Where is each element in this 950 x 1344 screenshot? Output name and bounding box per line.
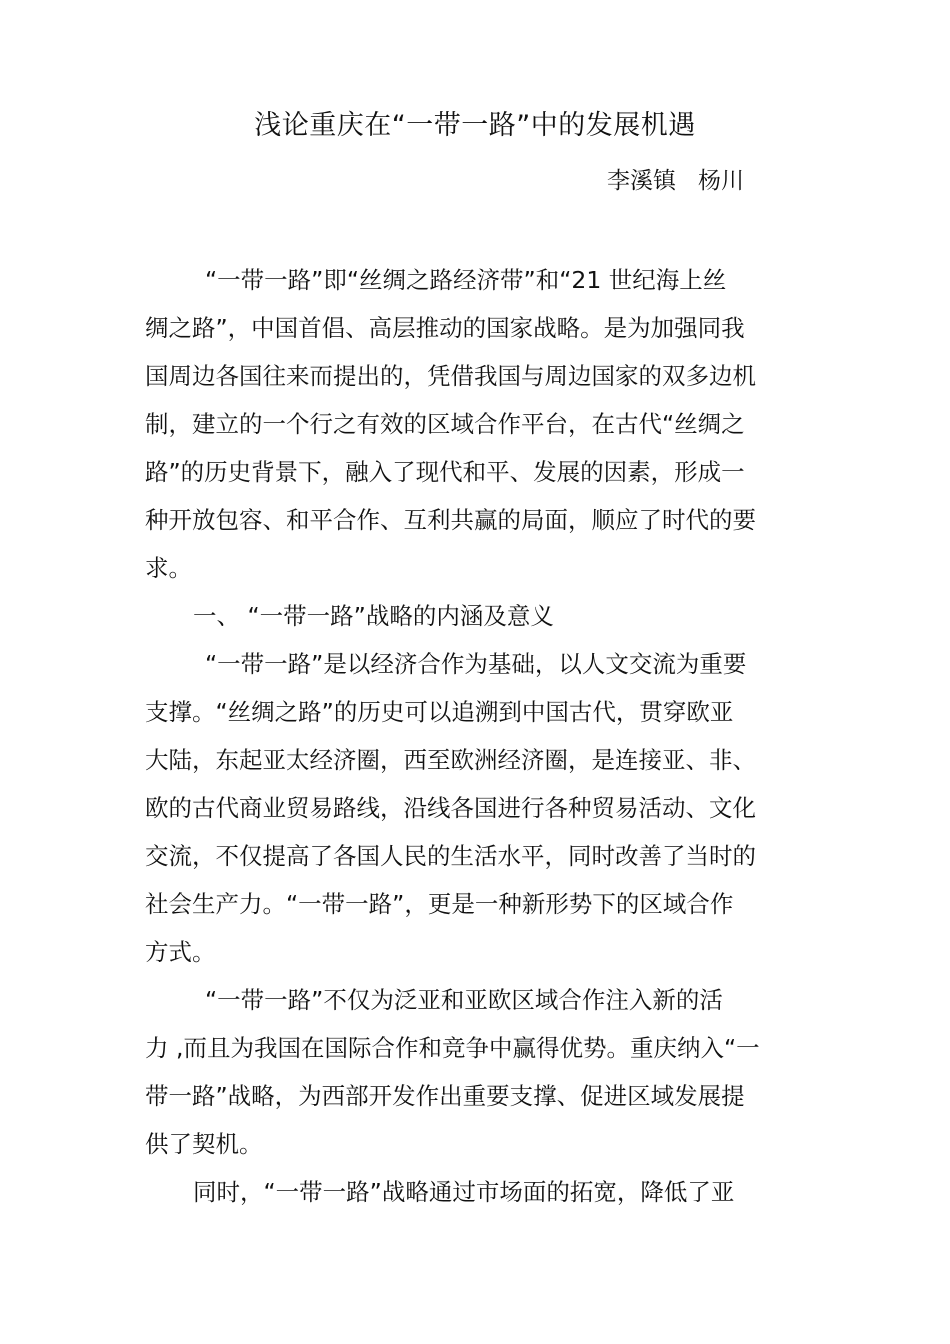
paragraph-line: 欧的古代商业贸易路线，沿线各国进行各种贸易活动、文化 [145,794,756,822]
paragraph-line: “一带一路”是以经济合作为基础，以人文交流为重要 [205,650,747,678]
paragraph-line: 方式。 [145,938,216,966]
author-line [607,164,744,198]
paragraph-line: 交流，不仅提高了各国人民的生活水平，同时改善了当时的 [145,842,756,870]
paragraph-line: 同时，“一带一路”战略通过市场面的拓宽，降低了亚 [193,1178,735,1206]
document-body [145,256,809,1216]
author-name: 李溪镇 [607,168,676,194]
paragraph-line: 社会生产力。“一带一路”，更是一种新形势下的区域合作 [145,890,734,918]
document-title: 浅论重庆在“一带一路”中的发展机遇 [254,110,696,141]
paragraph-line: 种开放包容、和平合作、互利共赢的局面，顺应了时代的要 [145,506,756,534]
paragraph-line: 绸之路”，中国首倡、高层推动的国家战略。是为加强同我 [145,314,745,342]
author-name: 杨川 [698,168,744,194]
paragraph-line: 制，建立的一个行之有效的区域合作平台，在古代“丝绸之 [145,410,745,438]
paragraph-line: 国周边各国往来而提出的，凭借我国与周边国家的双多边机 [145,362,756,390]
section-heading: 一、 “一带一路”战略的内涵及意义 [193,602,554,630]
paragraph-line: 求。 [145,554,192,582]
paragraph-line: “一带一路”不仅为泛亚和亚欧区域合作注入新的活 [205,986,723,1014]
paragraph-line: 支撑。“丝绸之路”的历史可以追溯到中国古代，贯穿欧亚 [145,698,734,726]
paragraph-line: 供了契机。 [145,1130,263,1158]
paragraph-line: 力 ,而且为我国在国际合作和竞争中赢得优势。重庆纳入“一 [145,1034,760,1062]
paragraph-line: 大陆，东起亚太经济圈，西至欧洲经济圈，是连接亚、非、 [145,746,756,774]
paragraph-line: 路”的历史背景下，融入了现代和平、发展的因素，形成一 [145,458,745,486]
paragraph-line: “一带一路”即“丝绸之路经济带”和“21 世纪海上丝 [205,266,727,294]
paragraph-line: 带一路”战略，为西部开发作出重要支撑、促进区域发展提 [145,1082,745,1110]
